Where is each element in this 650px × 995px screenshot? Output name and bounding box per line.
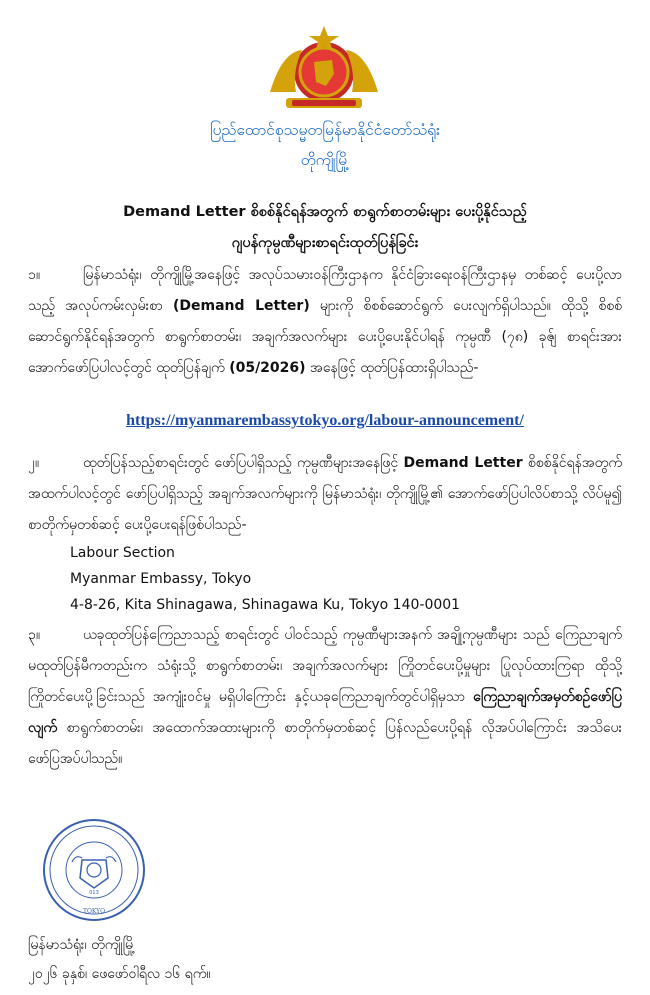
paragraph-1-text-c: အနေဖြင့် ထုတ်ပြန်ထားရှိပါသည်- xyxy=(305,360,479,376)
paragraph-2-bold-a: Demand Letter xyxy=(403,455,523,471)
paragraph-2-number: ၂။ xyxy=(28,455,40,471)
city-heading: တိုကျိုမြို့ xyxy=(300,151,350,169)
announcement-title-line2: ဂျပန်ကုမ္ပဏီများစာရင်းထုတ်ပြန်ခြင်း xyxy=(231,235,419,251)
paragraph-2-text-b: စိစစ်နိုင်ရန်အတွက် အထက်ပါလင့်တွင် ဖော်ပြပါရှိသည့် အချက်အလက်များကို မြန်မာသံရုံး၊ တိုကျိုမြို့၏ အောက်ဖော်ပြပါလိပ်စာသို့ လိပ်မူ၍ စာတိုက်မှတစ်ဆင့် ပေးပို့ပေးရန်ဖြစ်ပါသည်- xyxy=(28,455,623,533)
paragraph-1-text-b: များကို စိစစ်ဆောင်ရွက် ပေးလျက်ရှိပါသည်။ ထိုသို့ စိစစ်ဆောင်ရွက်နိုင်ရန်အတွက် စာရွက်စာတမ်း၊ အချက်အလက်များ ပေးပို့ပေးနိုင်ပါရန် ကုမ္ပဏီ (၇၈) ခုၛ် စာရင်းအား အောက်ဖော်ပြပါလင့်တွင် ထုတ်ပြန်ချက် xyxy=(28,298,622,376)
seal-city: TOKYO xyxy=(82,908,106,915)
paragraph-3-text-b: စာရွက်စာတမ်း၊ အထောက်အထားများကို စာတိုက်မှတစ်ဆင့် ပြန်လည်ပေးပို့ရန် လိုအပ်ပါကြောင်း အသိပေး ဖော်ပြအပ်ပါသည်။ xyxy=(28,720,622,767)
paragraph-1-number: ၁။ xyxy=(28,267,41,283)
paragraph-3-text-a: ယခုထုတ်ပြန်ကြေညာသည့် စာရင်းတွင် ပါဝင်သည့် ကုမ္ပဏီများအနက် အချို့ကုမ္ပဏီများ သည် ကြေညာချက်မထုတ်ပြန်မီကတည်းက သံရုံးသို့ စာရွက်စာတမ်း၊ အချက်အလက်များ ကြိုတင်ပေးပို့မှုများ ပြုလုပ်ထားကြရာ ထိုသို့ကြိုတင်ပေးပို့ခြင်းသည် အကျုံးဝင်မှု မရှိပါကြောင်း နှင့်ယခုကြေညာချက်တွင်ပါရှိမှသာ xyxy=(28,627,622,705)
paragraph-2 xyxy=(28,448,622,541)
paragraph-1-bold-b: (05/2026) xyxy=(229,360,306,376)
signature-embassy: မြန်မာသံရုံး၊ တိုကျိုမြို့ xyxy=(28,937,136,953)
address-line-3: 4-8-26, Kita Shinagawa, Shinagawa Ku, Tokyo 140-0001 xyxy=(70,597,461,613)
paragraph-3-bold-a: ကြေညာချက်အမှတ်စဉ်ဖော်ပြလျက် xyxy=(28,689,622,736)
address-line-2: Myanmar Embassy, Tokyo xyxy=(70,571,252,587)
labour-announcement-link[interactable]: https://myanmarembassytokyo.org/labour-announcement/ xyxy=(126,412,524,429)
paragraph-1-bold-a: (Demand Letter) xyxy=(172,298,310,314)
ministry-heading: ပြည်ထောင်စုသမ္မတမြန်မာနိုင်ငံတော်သံရုံး xyxy=(209,121,441,139)
paragraph-3-number: ၃။ xyxy=(28,627,41,643)
paragraph-1 xyxy=(28,260,622,384)
announcement-title-line1: Demand Letter စိစစ်နိုင်ရန်အတွက် စာရွက်စာတမ်းများ ပေးပို့နိုင်သည့် xyxy=(123,204,527,220)
paragraph-2-text-a: ထုတ်ပြန်သည့်စာရင်းတွင် ဖော်ပြပါရှိသည့် ကုမ္ပဏီများအနေဖြင့် xyxy=(83,455,404,471)
address-line-1: Labour Section xyxy=(70,545,175,561)
signature-date: ၂၀၂၆ ခုနှစ်၊ ဖေဖော်ဝါရီလ ၁၆ ရက်။ xyxy=(28,966,211,982)
seal-code: 013 xyxy=(89,890,99,896)
paragraph-1-text-a: မြန်မာသံရုံး၊ တိုကျိုမြို့အနေဖြင့် အလုပ်သမားဝန်ကြီးဌာနက နိုင်ငံခြားရေးဝန်ကြီးဌာနမှ တစ်ဆင့် ပေးပို့လာသည့် အလုပ်ကမ်းလှမ်းစာ xyxy=(28,267,622,314)
state-emblem-icon xyxy=(262,22,386,114)
embassy-seal-icon xyxy=(42,818,146,922)
paragraph-3 xyxy=(28,620,622,775)
